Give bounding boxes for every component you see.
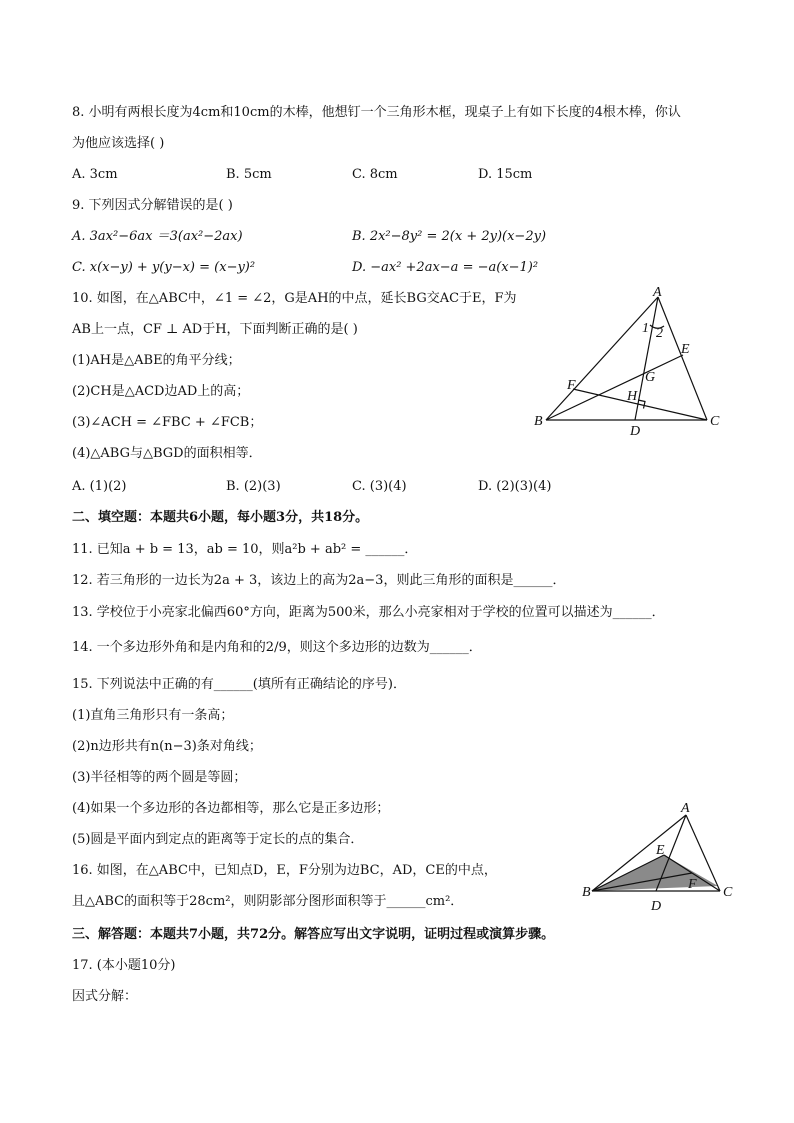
q9-option-c: C. x(x−y) + y(y−x) = (x−y)²	[72, 260, 256, 275]
q10-statement-4: (4)△ABG与△BGD的面积相等．	[72, 446, 262, 461]
q17-title: 17. (本小题10分)	[72, 958, 176, 973]
q10-stem-line2: AB上一点，CF ⊥ AD于H，下面判断正确的是( )	[72, 322, 358, 337]
q10-statement-2: (2)CH是△ACD边AD上的高；	[72, 384, 250, 399]
q16-figure-label-b: B	[582, 885, 591, 900]
q16-figure-label-a: A	[681, 801, 690, 816]
q8-stem-line1: 8. 小明有两根长度为4cm和10cm的木棒，他想钉一个三角形木框，现桌子上有如下长度的4根木棒，你认	[72, 105, 681, 120]
q10-stem-line1: 10. 如图，在△ABC中，∠1 = ∠2，G是AH的中点，延长BG交AC于E，F为	[72, 291, 517, 306]
q10-figure-label-g: G	[645, 370, 656, 385]
q15-stem: 15. 下列说法中正确的有______(填所有正确结论的序号)．	[72, 677, 406, 692]
q16-figure-label-c: C	[723, 885, 733, 900]
q10-figure-label-a: A	[653, 285, 662, 300]
q10-figure-label-f: F	[567, 378, 576, 393]
q12-stem: 12. 若三角形的一边长为2a + 3，该边上的高为2a−3，则此三角形的面积是______．	[72, 573, 566, 588]
q15-statement-4: (4)如果一个多边形的各边都相等，那么它是正多边形；	[72, 801, 390, 816]
q10-statement-3: (3)∠ACH = ∠FBC + ∠FCB；	[72, 415, 263, 430]
q16-stem-line1: 16. 如图，在△ABC中，已知点D，E，F分别为边BC，AD，CE的中点，	[72, 863, 497, 878]
q9-option-b: B. 2x²−8y² = 2(x + 2y)(x−2y)	[352, 229, 547, 244]
section-2-heading: 二、填空题：本题共6小题，每小题3分，共18分。	[72, 510, 369, 525]
q15-statement-2: (2)n边形共有n(n−3)条对角线；	[72, 739, 262, 754]
q10-option-b: B. (2)(3)	[226, 479, 281, 494]
q10-option-d: D. (2)(3)(4)	[478, 479, 552, 494]
q15-statement-5: (5)圆是平面内到定点的距离等于定长的点的集合．	[72, 832, 364, 847]
q11-stem: 11. 已知a + b = 13，ab = 10，则a²b + ab² = ______．	[72, 542, 418, 557]
q17-subtitle: 因式分解：	[72, 989, 138, 1004]
q15-statement-3: (3)半径相等的两个圆是等圆；	[72, 770, 247, 785]
q10-figure-label-1: 1	[642, 321, 649, 336]
q10-figure-label-h: H	[627, 389, 638, 404]
q16-figure-label-d: D	[651, 899, 662, 914]
q10-option-a: A. (1)(2)	[72, 479, 127, 494]
q9-stem: 9. 下列因式分解错误的是( )	[72, 198, 233, 213]
q10-figure-label-d: D	[630, 424, 641, 439]
q16-figure-label-e: E	[656, 843, 665, 858]
q8-option-a: A. 3cm	[72, 167, 118, 182]
q10-figure-label-2: 2	[656, 326, 663, 341]
q10-figure-label-c: C	[710, 414, 720, 429]
q16-figure-label-f: F	[688, 877, 697, 892]
q10-statement-1: (1)AH是△ABE的角平分线；	[72, 353, 241, 368]
q15-statement-1: (1)直角三角形只有一条高；	[72, 708, 234, 723]
q14-stem: 14. 一个多边形外角和是内角和的2/9，则这个多边形的边数为______．	[72, 640, 482, 655]
q10-option-c: C. (3)(4)	[352, 479, 407, 494]
q13-stem: 13. 学校位于小亮家北偏西60°方向，距离为500米，那么小亮家相对于学校的位置可以描述为______．	[72, 605, 665, 620]
q8-option-b: B. 5cm	[226, 167, 272, 182]
q8-stem-line2: 为他应该选择( )	[72, 136, 165, 151]
q10-figure-label-b: B	[534, 414, 543, 429]
q8-option-d: D. 15cm	[478, 167, 533, 182]
q16-triangle-figure	[578, 798, 748, 916]
section-3-heading: 三、解答题：本题共7小题，共72分。解答应写出文字说明，证明过程或演算步骤。	[72, 927, 555, 942]
q9-option-d: D. −ax² +2ax−a = −a(x−1)²	[352, 260, 539, 275]
q10-triangle-figure	[530, 285, 730, 440]
q8-option-c: C. 8cm	[352, 167, 398, 182]
q9-option-a: A. 3ax²−6ax ＝3(ax²−2ax)	[72, 229, 243, 244]
q10-figure-label-e: E	[681, 342, 690, 357]
q16-stem-line2: 且△ABC的面积等于28cm²，则阴影部分图形面积等于______cm²．	[72, 894, 464, 909]
